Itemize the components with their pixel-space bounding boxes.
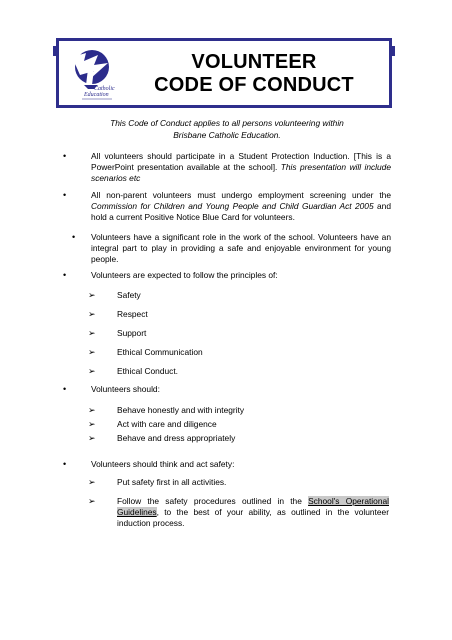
- bullet-6: •: [63, 459, 67, 469]
- header-box: [56, 38, 392, 108]
- title-line-1: VOLUNTEER: [191, 51, 317, 73]
- intro-text: This Code of Conduct applies to all persons volunteering within Brisbane Catholic Education.: [110, 118, 344, 140]
- safety-item-guidelines: [117, 496, 389, 529]
- arrow-icon: ➢: [88, 496, 96, 506]
- principle-item: Support: [117, 328, 147, 338]
- arrow-icon: ➢: [88, 309, 96, 319]
- safety-2-b: , to the best of your ability, as outlined in the volunteer induction process.: [117, 507, 389, 528]
- should-item: Behave and dress appropriately: [117, 433, 236, 443]
- arrow-icon: ➢: [88, 328, 96, 338]
- should-item: Act with care and diligence: [117, 419, 217, 429]
- bullet-1-italic: This presentation will include scenarios etc: [91, 162, 391, 183]
- bullet-3: •: [72, 232, 76, 242]
- logo-text-catholic: Catholic: [94, 86, 115, 92]
- arrow-icon: ➢: [88, 347, 96, 357]
- bullet-1-text: [91, 151, 391, 184]
- arrow-icon: ➢: [88, 433, 96, 443]
- bullet-2-text: [91, 190, 391, 223]
- bullet-6-text: Volunteers should think and act safety:: [91, 459, 235, 469]
- operational-guidelines-link[interactable]: School's Operational Guidelines: [117, 496, 389, 517]
- bullet-2-italic: Commission for Children and Young People and Child Guardian Act 2005: [91, 201, 374, 211]
- bullet-4: •: [63, 270, 67, 280]
- bullet-2-b: and hold a current Positive Notice Blue Card for volunteers.: [91, 201, 391, 222]
- bullet-5: •: [63, 384, 67, 394]
- principle-item: Ethical Conduct.: [117, 366, 178, 376]
- principle-item: Safety: [117, 290, 141, 300]
- bullet-5-text: Volunteers should:: [91, 384, 160, 394]
- bullet-3-text: Volunteers have a significant role in the work of the school. Volunteers have an integral part to play in providing a safe and enjoyable environment for young people.: [91, 232, 391, 264]
- logo-text-education: Education: [84, 92, 109, 98]
- bullet-1-main: All volunteers should participate in a Student Protection Induction. [This is a PowerPoint presentation available at the school].: [91, 151, 391, 172]
- header-corner-right: [392, 46, 395, 56]
- bullet-2: •: [63, 190, 67, 200]
- principle-item: Ethical Communication: [117, 347, 203, 357]
- arrow-icon: ➢: [88, 405, 96, 415]
- page-title: [129, 51, 379, 97]
- bullet-4-text: Volunteers are expected to follow the principles of:: [91, 270, 278, 280]
- should-item: Behave honestly and with integrity: [117, 405, 245, 415]
- safety-2-a: Follow the safety procedures outlined in the: [117, 496, 309, 506]
- safety-item: Put safety first in all activities.: [117, 477, 227, 487]
- title-line-2: CODE OF CONDUCT: [154, 74, 354, 96]
- arrow-icon: ➢: [88, 290, 96, 300]
- principle-item: Respect: [117, 309, 148, 319]
- catholic-education-logo: [64, 45, 120, 103]
- arrow-icon: ➢: [88, 419, 96, 429]
- arrow-icon: ➢: [88, 366, 96, 376]
- bullet-1: •: [63, 151, 67, 161]
- arrow-icon: ➢: [88, 477, 96, 487]
- bullet-2-a: All non-parent volunteers must undergo employment screening under the: [91, 190, 391, 200]
